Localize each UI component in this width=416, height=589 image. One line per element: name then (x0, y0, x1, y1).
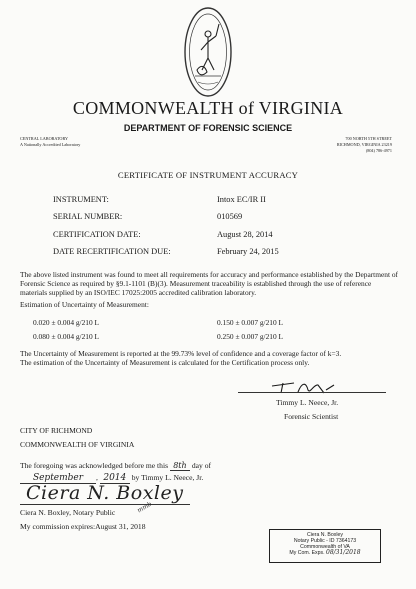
virginia-seal-emblem (183, 6, 233, 98)
recertification-due-value: February 24, 2015 (217, 247, 279, 256)
serial-number-label: SERIAL NUMBER: (53, 212, 123, 221)
certification-date-label: CERTIFICATION DATE: (53, 230, 141, 239)
certification-date-value: August 28, 2014 (217, 230, 273, 239)
uncertainty-value-3: 0.080 ± 0.004 g/210 L (33, 332, 100, 341)
estimation-statement: The estimation of the Uncertainty of Measurement is calculated for the Certification process only. (20, 358, 310, 367)
uncertainty-heading: Estimation of Uncertainty of Measurement: (20, 300, 149, 309)
department-title: DEPARTMENT OF FORENSIC SCIENCE (123, 123, 293, 133)
recertification-due-label: DATE RECERTIFICATION DUE: (53, 247, 171, 256)
acknowledgment-month: September (20, 473, 96, 484)
lab-address-right (337, 136, 392, 154)
stamp-name: Ciera N. Boxley (306, 532, 344, 538)
phone-number: (804) 786-4971 (365, 148, 392, 153)
signer-title: Forensic Scientist (284, 412, 339, 421)
signature-line (238, 392, 386, 393)
acknowledgment-day: 8th (170, 461, 190, 471)
lab-address-left (20, 136, 80, 148)
notary-initials: mmb (136, 500, 153, 515)
notary-city: CITY OF RICHMOND (20, 426, 93, 435)
notary-stamp-box (269, 529, 381, 563)
lab-accreditation: A Nationally Accredited Laboratory (20, 142, 81, 147)
serial-number-value: 010569 (217, 212, 243, 221)
forensic-scientist-signature (268, 376, 348, 396)
stamp-id: Notary Public - ID 7364173 (293, 538, 357, 544)
notary-signature: Ciera N. Boxley (26, 482, 184, 504)
acknowledgment-year: 2014 (100, 473, 130, 484)
commission-expiration: My commission expires:August 31, 2018 (20, 522, 146, 531)
city-state-zip: RICHMOND, VIRGINIA 23219 (336, 142, 392, 147)
acknowledgment-line (20, 461, 211, 471)
street-address: 700 NORTH 5TH STREET (345, 136, 392, 141)
notary-state: COMMONWEALTH OF VIRGINIA (20, 440, 135, 449)
lab-name: CENTRAL LABORATORY (20, 136, 69, 141)
commonwealth-title: COMMONWEALTH of VIRGINIA (72, 98, 344, 118)
signer-name: Timmy L. Neece, Jr. (276, 398, 339, 407)
notary-name-title: Ciera N. Boxley, Notary Public (20, 508, 116, 517)
stamp-expiration (270, 550, 380, 556)
notary-signature-line (20, 504, 190, 505)
stamp-commonwealth: Commonwealth of VA (300, 544, 350, 550)
notary-stamp (263, 525, 387, 567)
uncertainty-value-1: 0.020 ± 0.004 g/210 L (33, 318, 100, 327)
certificate-title: CERTIFICATE OF INSTRUMENT ACCURACY (117, 170, 299, 180)
acknowledgment-date-line: September , 2014 by Timmy L. Neece, Jr. (20, 473, 203, 484)
acknowledgment-text: The foregoing was acknowledged before me this (20, 461, 169, 470)
day-of-text: day of (191, 461, 212, 470)
acknowledged-by: by Timmy L. Neece, Jr. (131, 473, 204, 482)
confidence-statement: The Uncertainty of Measurement is reported at the 99.73% level of confidence and a coverage factor of k=3. (20, 349, 342, 358)
uncertainty-value-4: 0.250 ± 0.007 g/210 L (217, 332, 284, 341)
instrument-label: INSTRUMENT: (53, 195, 109, 204)
uncertainty-statement (20, 349, 400, 367)
requirements-paragraph: The above listed instrument was found to meet all requirements for accuracy and performance established by the Department of Forensic Science as required by §9.1-1101 (B)(3). Measurement traceability is established through the use of reference materials supplied by an ISO/IEC 17025:2005 accredited calibration laboratory. (20, 270, 399, 297)
uncertainty-value-2: 0.150 ± 0.007 g/210 L (217, 318, 284, 327)
stamp-expiration-label: My Com. Exps. (289, 550, 325, 556)
stamp-expiration-date: 08/31/2018 (326, 549, 361, 556)
instrument-value: Intox EC/IR II (217, 195, 266, 204)
